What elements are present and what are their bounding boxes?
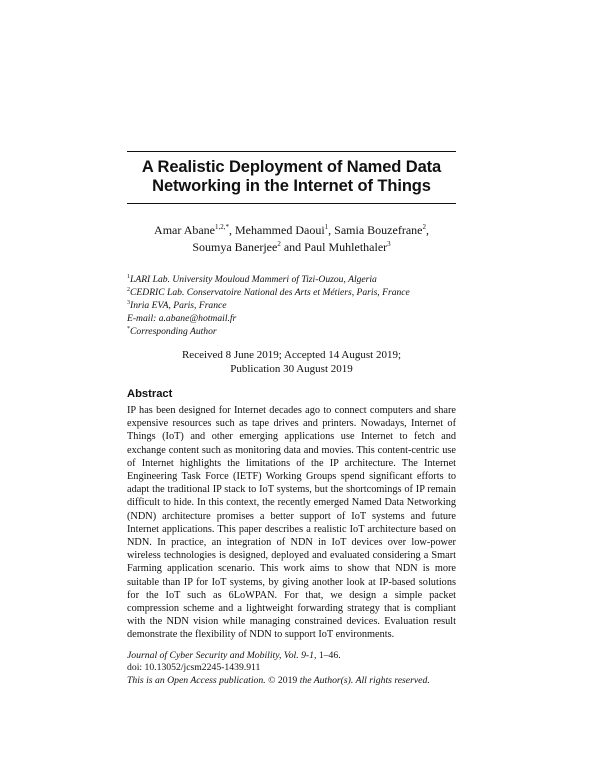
author-separator: , <box>425 223 429 237</box>
abstract-body: IP has been designed for Internet decades ago to connect computers and share expensive resources such as tape drives and printers. Nowadays, Internet of Things (IoT) and other emerging applications use Internet to fetch and exchange content such as monitoring data and movies. This content-centric use of Internet highlights the limitations of the IP architecture. The Internet Engineering Task Force (IETF) Working Groups spend significant efforts to adapt the traditional IP stack to IoT systems, but the shortcomings of IP remain difficult to hide. In this context, the recently emerged Named Data Networking (NDN) architecture promises a better support of IoT systems and future Internet applications. This paper describes a realistic IoT architecture based on NDN. In practice, an integration of NDN in IoT devices over low-power wireless technologies is designed, deployed and evaluated considering a Smart Farming application scenario. This work aims to show that NDN is more suitable than IP for IoT systems, by giving another look at IP-based solutions for the IoT such as 6LoWPAN. For that, we design a simple packet compression scheme and a lightweight forwarding strategy that is compliant with the NDN vision while managing constrained devices. Evaluation result demonstrate the flexibility of NDN to support IoT environments. <box>127 405 456 641</box>
author-affiliation-mark: 1,2,* <box>215 223 230 231</box>
author-affiliation-mark: 2 <box>277 240 281 248</box>
affiliation-item <box>127 273 456 286</box>
affiliation-mark: 3 <box>127 300 130 306</box>
author-name: Paul Muhlethaler <box>304 240 388 254</box>
journal-citation <box>127 650 472 662</box>
author-name: Amar Abane <box>154 223 216 237</box>
title-line-1: A Realistic Deployment of Named Data <box>141 158 442 176</box>
dates-line-2: Publication 30 August 2019 <box>230 363 353 375</box>
affiliation-text: Inria EVA, Paris, France <box>130 300 227 311</box>
title-rule-bottom <box>127 203 456 204</box>
license-line <box>127 675 472 687</box>
affiliation-item <box>127 299 456 312</box>
affiliation-mark: 1 <box>127 274 130 280</box>
journal-footer <box>127 650 472 687</box>
abstract-heading: Abstract <box>127 388 173 400</box>
journal-name: Journal of Cyber Security and Mobility, Vol. 9-1, <box>127 650 317 661</box>
journal-pages: 1–46. <box>318 650 341 661</box>
affiliation-mark: 2 <box>127 287 130 293</box>
affiliation-text: CEDRIC Lab. Conservatoire National des Arts et Métiers, Paris, France <box>130 287 410 298</box>
affiliation-mark: * <box>127 326 130 332</box>
title-line-2: Networking in the Internet of Things <box>152 177 431 195</box>
author-separator: , <box>229 223 233 237</box>
title-rule-top <box>127 151 456 152</box>
author-affiliation-mark: 3 <box>387 240 391 248</box>
dates-line-1: Received 8 June 2019; Accepted 14 August 2019; <box>181 349 402 361</box>
author-name: Mehammed Daoui <box>235 223 325 237</box>
copyright-year: 2019 <box>277 674 298 686</box>
doi: doi: 10.13052/jcsm2245-1439.911 <box>127 662 261 674</box>
license-suffix: the Author(s). All rights reserved. <box>299 674 430 686</box>
affiliations <box>127 273 456 338</box>
affiliation-item <box>127 325 456 338</box>
copyright-symbol: © <box>268 674 276 686</box>
author-affiliation-mark: 2 <box>422 223 426 231</box>
affiliation-item <box>127 312 456 325</box>
author-separator: , <box>328 223 332 237</box>
author-name: Samia Bouzefrane <box>334 223 423 237</box>
paper-title <box>127 158 456 196</box>
author-list <box>127 222 456 256</box>
author-name: Soumya Banerjee <box>192 240 278 254</box>
author-affiliation-mark: 1 <box>324 223 329 231</box>
license-prefix: This is an Open Access publication. <box>127 674 266 686</box>
author-line-1 <box>127 222 456 239</box>
author-line-2 <box>127 239 456 256</box>
affiliation-item <box>127 286 456 299</box>
affiliation-text: LARI Lab. University Mouloud Mammeri of Tizi-Ouzou, Algeria <box>130 274 377 285</box>
corresponding-author-text: Corresponding Author <box>130 326 217 337</box>
publication-dates <box>127 348 456 376</box>
author-separator: and <box>283 240 302 254</box>
email-text: E-mail: a.abane@hotmail.fr <box>127 313 237 324</box>
